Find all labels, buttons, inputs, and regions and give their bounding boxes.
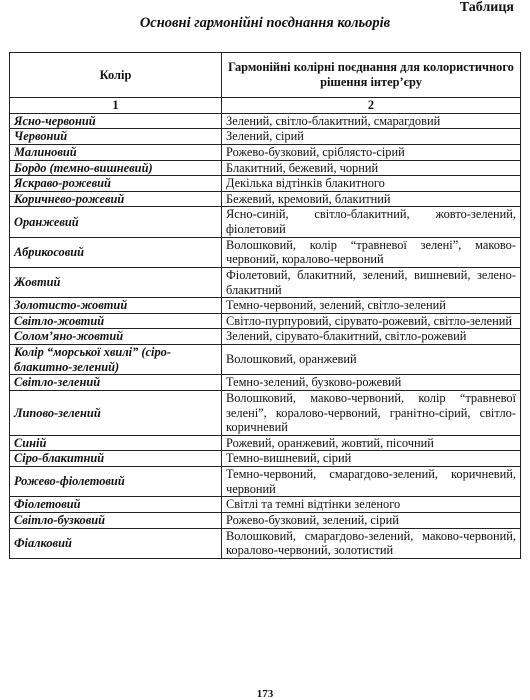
- combination-cell: Фіолетовий, блакитний, зелений, вишневий, зелено-блакитний: [222, 267, 521, 297]
- column-number: 2: [222, 98, 521, 114]
- color-name-cell: Солом’яно-жовтий: [10, 329, 222, 345]
- table-header-row: [10, 53, 521, 98]
- combination-cell: Ясно-синій, світло-блакитний, жовто-зелений, фіолетовий: [222, 207, 521, 237]
- table-row: [10, 390, 521, 435]
- color-name-cell: Світло-жовтий: [10, 313, 222, 329]
- table-label: Таблиця: [459, 0, 514, 15]
- table-row: [10, 375, 521, 391]
- combination-cell: Бежевий, кремовий, блакитний: [222, 191, 521, 207]
- table-row: [10, 497, 521, 513]
- combination-cell: Волошковий, колір “травневої зелені”, маково-червоний, коралово-червоний: [222, 237, 521, 267]
- color-name-cell: Синій: [10, 435, 222, 451]
- table-row: [10, 267, 521, 297]
- document-title: Основні гармонійні поєднання кольорів: [139, 15, 391, 31]
- color-name-cell: Ясно-червоний: [10, 113, 222, 129]
- color-name-cell: Світло-бузковий: [10, 512, 222, 528]
- color-name-cell: Малиновий: [10, 144, 222, 160]
- table-row: [10, 160, 521, 176]
- combination-cell: Зелений, сірий: [222, 129, 521, 145]
- combination-cell: Декілька відтінків блакитного: [222, 176, 521, 192]
- color-name-cell: Липово-зелений: [10, 390, 222, 435]
- table-row: [10, 451, 521, 467]
- table-row: [10, 345, 521, 375]
- combination-cell: Волошковий, оранжевий: [222, 345, 521, 375]
- table-row: [10, 467, 521, 497]
- combination-cell: Зелений, світло-блакитний, смарагдовий: [222, 113, 521, 129]
- combination-cell: Зелений, сірувато-блакитний, світло-рожевий: [222, 329, 521, 345]
- combination-cell: Темно-вишневий, сірий: [222, 451, 521, 467]
- table-row: [10, 313, 521, 329]
- table-row: [10, 113, 521, 129]
- table-row: [10, 435, 521, 451]
- color-name-cell: Червоний: [10, 129, 222, 145]
- table-row: [10, 144, 521, 160]
- color-name-cell: Жовтий: [10, 267, 222, 297]
- combination-cell: Темно-червоний, смарагдово-зелений, коричневий, червоний: [222, 467, 521, 497]
- combination-cell: Волошковий, маково-червоний, колір “травневої зелені”, коралово-червоний, гранітно-сірий, світло-коричневий: [222, 390, 521, 435]
- color-name-cell: Золотисто-жовтий: [10, 298, 222, 314]
- column-header-combinations: Гармонійні колірні поєднання для колористичного рішення інтер’єру: [222, 53, 521, 98]
- combination-cell: Рожево-бузковий, сріблясто-сірий: [222, 144, 521, 160]
- table-row: [10, 207, 521, 237]
- table-row: [10, 191, 521, 207]
- color-name-cell: Рожево-фіолетовий: [10, 467, 222, 497]
- combination-cell: Рожевий, оранжевий, жовтий, пісочний: [222, 435, 521, 451]
- page-number: 173: [256, 688, 274, 700]
- table-row: [10, 329, 521, 345]
- color-name-cell: Колір “морської хвилі” (сіро-блакитно-зелений): [10, 345, 222, 375]
- color-name-cell: Яскраво-рожевий: [10, 176, 222, 192]
- color-name-cell: Сіро-блакитний: [10, 451, 222, 467]
- color-name-cell: Фіалковий: [10, 528, 222, 558]
- table-row: [10, 512, 521, 528]
- combination-cell: Блакитний, бежевий, чорний: [222, 160, 521, 176]
- combination-cell: Темно-зелений, бузково-рожевий: [222, 375, 521, 391]
- color-harmony-table: [9, 52, 521, 559]
- table-row: [10, 176, 521, 192]
- combination-cell: Темно-червоний, зелений, світло-зелений: [222, 298, 521, 314]
- combination-cell: Світло-пурпуровий, сірувато-рожевий, світло-зелений: [222, 313, 521, 329]
- table-row: [10, 237, 521, 267]
- column-header-color: Колір: [10, 53, 222, 98]
- combination-cell: Світлі та темні відтінки зеленого: [222, 497, 521, 513]
- color-name-cell: Коричнево-рожевий: [10, 191, 222, 207]
- color-name-cell: Оранжевий: [10, 207, 222, 237]
- table-row: [10, 129, 521, 145]
- table-row: [10, 298, 521, 314]
- table-row: [10, 528, 521, 558]
- color-name-cell: Абрикосовий: [10, 237, 222, 267]
- combination-cell: Рожево-бузковий, зелений, сірий: [222, 512, 521, 528]
- combination-cell: Волошковий, смарагдово-зелений, маково-червоний, коралово-червоний, золотистий: [222, 528, 521, 558]
- color-name-cell: Світло-зелений: [10, 375, 222, 391]
- column-number-row: [10, 98, 521, 114]
- column-number: 1: [10, 98, 222, 114]
- color-name-cell: Фіолетовий: [10, 497, 222, 513]
- color-name-cell: Бордо (темно-вишневий): [10, 160, 222, 176]
